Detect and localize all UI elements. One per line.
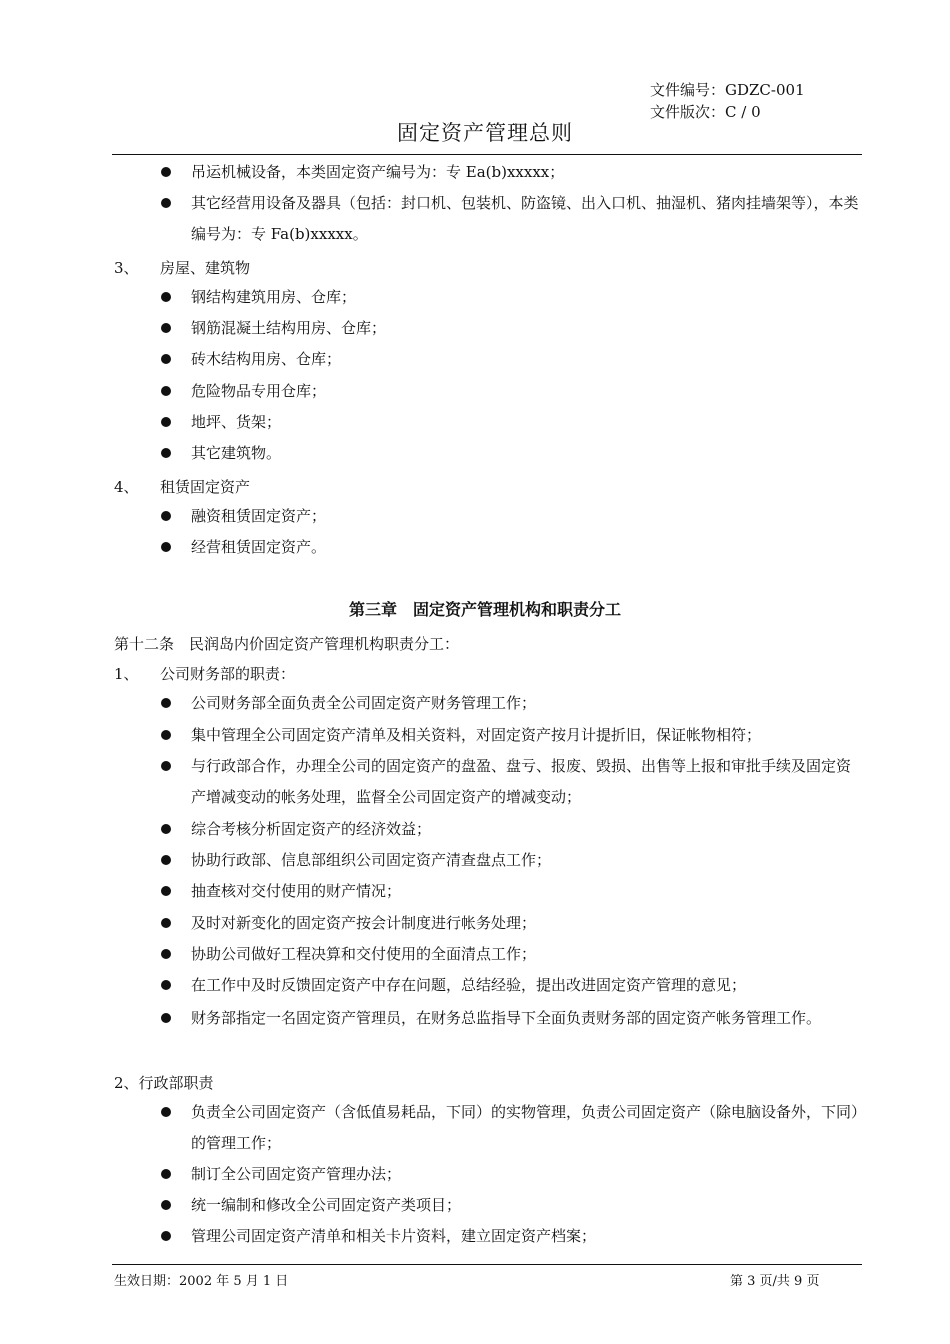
- bullet-icon: [161, 949, 171, 959]
- list-item: [191, 1003, 863, 1034]
- bullet-icon: [161, 824, 171, 834]
- list-item-text: 危险物品专用仓库；: [191, 382, 327, 400]
- list-item-text: 吊运机械设备，本类固定资产编号为：专 Ea(b)xxxxx；: [191, 163, 565, 181]
- list-item-text: 统一编制和修改全公司固定资产类项目；: [191, 1196, 462, 1214]
- document-number: 文件编号：GDZC-001: [650, 81, 805, 99]
- page-title: 固定资产管理总则: [397, 121, 573, 145]
- header-divider: [112, 154, 862, 155]
- list-item: [191, 532, 863, 563]
- footer-divider: [112, 1264, 862, 1265]
- list-item: [191, 908, 863, 939]
- bullet-icon: [161, 886, 171, 896]
- list-item: [191, 376, 863, 407]
- list-item: [191, 751, 863, 813]
- list-item-text: 协助公司做好工程决算和交付使用的全面清点工作；: [191, 945, 537, 963]
- bullet-icon: [161, 417, 171, 427]
- bullet-icon: [161, 730, 171, 740]
- list-item-text: 抽查核对交付使用的财产情况；: [191, 882, 402, 900]
- list-item-text: 综合考核分析固定资产的经济效益；: [191, 820, 432, 838]
- list-item-text: 及时对新变化的固定资产按会计制度进行帐务处理；: [191, 914, 537, 932]
- effective-date: 生效日期：2002 年 5 月 1 日: [114, 1274, 289, 1289]
- list-item-text: 其它建筑物。: [191, 444, 282, 462]
- bullet-icon: [161, 980, 171, 990]
- bullet-icon: [161, 1107, 171, 1117]
- list-item-text: 钢筋混凝土结构用房、仓库；: [191, 319, 387, 337]
- list-item: [191, 970, 863, 1001]
- list-item-text: 集中管理全公司固定资产清单及相关资料，对固定资产按月计提折旧，保证帐物相符；: [191, 726, 762, 744]
- section-label: 租赁固定资产: [160, 478, 251, 496]
- section-heading: 2、行政部职责: [114, 1074, 214, 1092]
- list-item: [191, 282, 863, 313]
- list-item: [191, 407, 863, 438]
- list-item: [191, 438, 863, 469]
- bullet-icon: [161, 1200, 171, 1210]
- bullet-icon: [161, 1169, 171, 1179]
- bullet-icon: [161, 855, 171, 865]
- list-item-text: 其它经营用设备及器具（包括：封口机、包装机、防盗镜、出入口机、抽湿机、猪肉挂墙架等），本类编号为：专 Fa(b)xxxxx。: [191, 194, 859, 243]
- section-heading: [114, 257, 250, 278]
- list-item-text: 管理公司固定资产清单和相关卡片资料，建立固定资产档案；: [191, 1227, 597, 1245]
- list-item: [191, 814, 863, 845]
- list-item: [191, 344, 863, 375]
- list-item: [191, 720, 863, 751]
- bullet-icon: [161, 1231, 171, 1241]
- list-item: [191, 1159, 863, 1190]
- list-item: [191, 313, 863, 344]
- list-item: [191, 188, 863, 250]
- section-heading: [114, 476, 250, 497]
- list-item-text: 公司财务部全面负责全公司固定资产财务管理工作；: [191, 694, 537, 712]
- page-number: 第 3 页/共 9 页: [730, 1274, 820, 1289]
- list-item: [191, 1190, 863, 1221]
- bullet-icon: [161, 167, 171, 177]
- list-item-text: 钢结构建筑用房、仓库；: [191, 288, 357, 306]
- section-label: 公司财务部的职责：: [160, 665, 296, 683]
- list-item-text: 融资租赁固定资产；: [191, 507, 327, 525]
- list-item: [191, 501, 863, 532]
- bullet-icon: [161, 511, 171, 521]
- list-item-text: 负责全公司固定资产（含低值易耗品，下同）的实物管理，负责公司固定资产（除电脑设备外，下同）的管理工作；: [191, 1103, 859, 1152]
- bullet-icon: [161, 198, 171, 208]
- section-number: 4、: [114, 478, 139, 496]
- bullet-icon: [161, 698, 171, 708]
- section-label: 房屋、建筑物: [160, 259, 251, 277]
- list-item-text: 地坪、货架；: [191, 413, 282, 431]
- list-item-text: 协助行政部、信息部组织公司固定资产清查盘点工作；: [191, 851, 552, 869]
- list-item-text: 在工作中及时反馈固定资产中存在问题，总结经验，提出改进固定资产管理的意见；: [191, 976, 747, 994]
- section-number: 1、: [114, 665, 139, 683]
- section-number: 3、: [114, 259, 139, 277]
- list-item: [191, 1221, 863, 1252]
- list-item-text: 经营租赁固定资产。: [191, 538, 327, 556]
- list-item-text: 与行政部合作，办理全公司的固定资产的盘盈、盘亏、报废、毁损、出售等上报和审批手续及固定资产增减变动的帐务处理，监督全公司固定资产的增减变动；: [191, 757, 852, 806]
- list-item: [191, 845, 863, 876]
- bullet-icon: [161, 761, 171, 771]
- list-item: [191, 157, 863, 188]
- bullet-icon: [161, 542, 171, 552]
- chapter-title: 第三章 固定资产管理机构和职责分工: [348, 600, 621, 619]
- document-version: 文件版次：C / 0: [650, 103, 761, 121]
- list-item-text: 财务部指定一名固定资产管理员，在财务总监指导下全面负责财务部的固定资产帐务管理工作。: [191, 1009, 822, 1027]
- bullet-icon: [161, 323, 171, 333]
- list-item: [191, 876, 863, 907]
- bullet-icon: [161, 354, 171, 364]
- bullet-icon: [161, 918, 171, 928]
- bullet-icon: [161, 292, 171, 302]
- list-item-text: 制订全公司固定资产管理办法；: [191, 1165, 402, 1183]
- section-heading: [114, 663, 295, 684]
- list-item-text: 砖木结构用房、仓库；: [191, 350, 342, 368]
- bullet-icon: [161, 448, 171, 458]
- list-item: [191, 939, 863, 970]
- bullet-icon: [161, 1013, 171, 1023]
- list-item: [191, 1097, 863, 1159]
- article-heading: 第十二条 民润岛内价固定资产管理机构职责分工：: [114, 635, 460, 653]
- list-item: [191, 688, 863, 719]
- bullet-icon: [161, 386, 171, 396]
